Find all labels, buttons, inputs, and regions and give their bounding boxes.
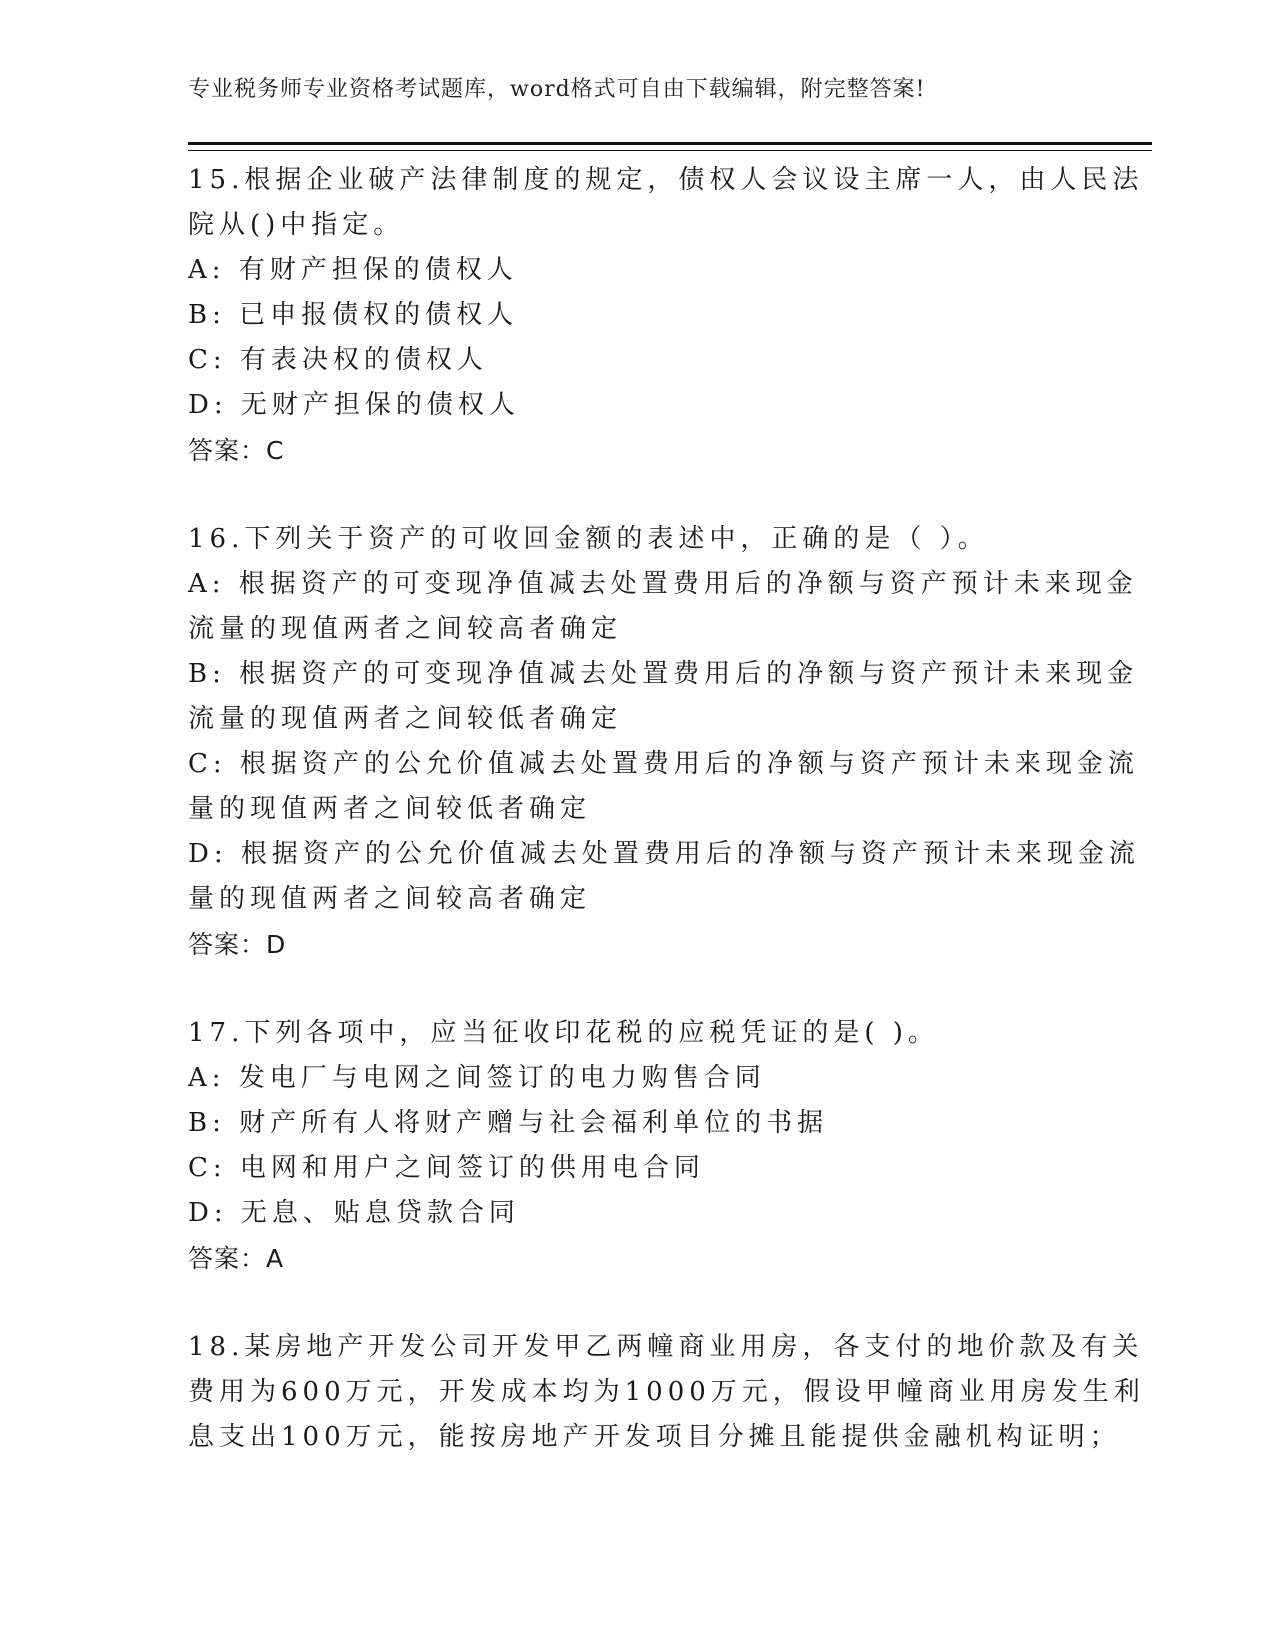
option-b: B: 财产所有人将财产赠与社会福利单位的书据	[188, 1108, 829, 1138]
question-18	[188, 1325, 1145, 1460]
page-header: 专业税务师专业资格考试题库，word格式可自由下载编辑，附完整答案!	[188, 77, 926, 102]
question-list	[188, 158, 1145, 1504]
option-d: D: 根据资产的公允价值减去处置费用后的净额与资产预计未来现金流	[188, 839, 1140, 869]
option-a: A: 有财产担保的债权人	[188, 255, 518, 285]
question-16	[188, 517, 1140, 967]
answer-label: 答案：D	[188, 930, 287, 959]
question-stem-line: 息支出100万元，能按房地产开发项目分摊且能提供金融机构证明；	[188, 1422, 1121, 1452]
option-c: C: 根据资产的公允价值减去处置费用后的净额与资产预计未来现金流	[188, 749, 1139, 779]
question-17	[188, 1011, 1088, 1281]
answer-label: 答案：C	[188, 436, 285, 465]
option-b: B: 根据资产的可变现净值减去处置费用后的净额与资产预计未来现金	[188, 659, 1139, 689]
question-stem-line: 17.下列各项中，应当征收印花税的应税凭证的是( )。	[188, 1018, 939, 1048]
option-b: B: 已申报债权的债权人	[188, 300, 519, 330]
option-c: C: 有表决权的债权人	[188, 345, 488, 375]
option-a: A: 根据资产的可变现净值减去处置费用后的净额与资产预计未来现金	[188, 569, 1138, 599]
question-stem-line: 费用为600万元，开发成本均为1000万元，假设甲幢商业用房发生利	[188, 1377, 1145, 1407]
question-stem-line: 16.下列关于资产的可收回金额的表述中，正确的是（ ）。	[188, 524, 989, 554]
question-stem-line: 18.某房地产开发公司开发甲乙两幢商业用房，各支付的地价款及有关	[188, 1332, 1144, 1362]
answer-label: 答案：A	[188, 1244, 285, 1273]
option-c: C: 电网和用户之间签订的供用电合同	[188, 1153, 705, 1183]
option-a-continued: 流量的现值两者之间较高者确定	[188, 614, 623, 644]
question-stem-line: 院从()中指定。	[188, 210, 405, 240]
option-c-continued: 量的现值两者之间较低者确定	[188, 794, 592, 824]
question-stem-line: 15.根据企业破产法律制度的规定，债权人会议设主席一人，由人民法	[188, 165, 1144, 195]
option-d: D: 无财产担保的债权人	[188, 390, 520, 420]
option-b-continued: 流量的现值两者之间较低者确定	[188, 704, 623, 734]
option-d-continued: 量的现值两者之间较高者确定	[188, 884, 592, 914]
question-15	[188, 158, 1144, 473]
header-divider	[188, 142, 1152, 151]
option-a: A: 发电厂与电网之间签订的电力购售合同	[188, 1063, 766, 1093]
option-d: D: 无息、贴息贷款合同	[188, 1198, 520, 1228]
